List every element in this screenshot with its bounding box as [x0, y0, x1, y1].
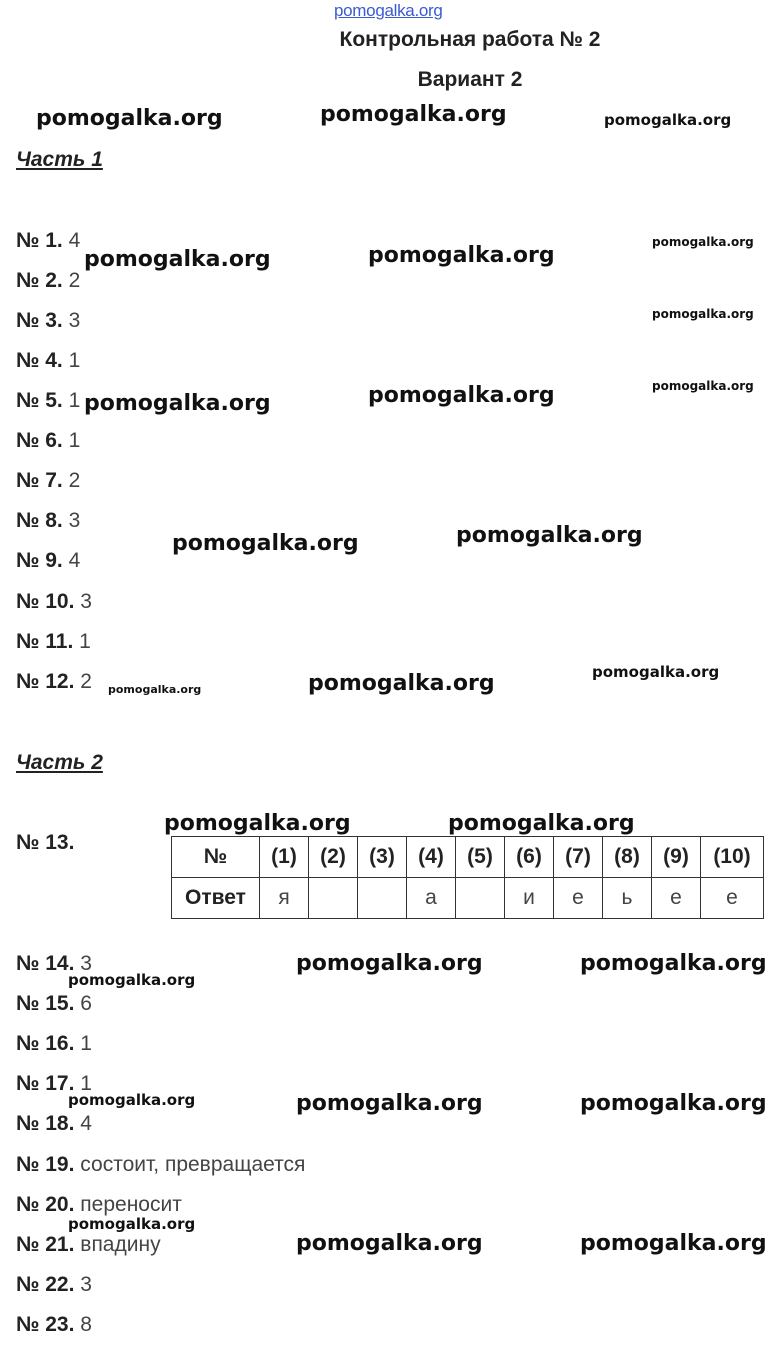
watermark: pomogalka.org	[652, 379, 754, 393]
question-answer: 3	[68, 309, 81, 332]
watermark: pomogalka.org	[368, 243, 555, 268]
watermark: pomogalka.org	[84, 247, 271, 272]
question-number: № 17.	[16, 1072, 75, 1095]
answer-table	[171, 836, 764, 919]
question-answer: 8	[80, 1313, 92, 1336]
watermark: pomogalka.org	[604, 111, 732, 129]
table-cell: а	[407, 878, 456, 919]
watermark: pomogalka.org	[456, 523, 643, 548]
question-number: № 22.	[16, 1273, 75, 1296]
question-item	[16, 269, 80, 293]
table-cell: е	[701, 878, 764, 919]
table-cell: и	[505, 878, 554, 919]
question-item	[16, 549, 80, 573]
question-number: № 2.	[16, 269, 63, 292]
question-number: № 14.	[16, 952, 75, 975]
question-item	[16, 1313, 92, 1337]
question-answer: 2	[68, 469, 81, 492]
table-cell: я	[260, 878, 309, 919]
question-number: № 6.	[16, 429, 63, 452]
question-number: № 20.	[16, 1193, 75, 1216]
question-number: № 5.	[16, 389, 63, 412]
question-answer: впадину	[80, 1233, 161, 1256]
site-link[interactable]: pomogalka.org	[334, 1, 443, 20]
table-cell: (7)	[554, 837, 603, 878]
question-answer: 4	[68, 549, 81, 572]
watermark: pomogalka.org	[580, 1091, 767, 1116]
table-cell	[358, 878, 407, 919]
table-cell: (2)	[309, 837, 358, 878]
question-item	[16, 1112, 92, 1136]
question-number: № 23.	[16, 1313, 75, 1336]
watermark: pomogalka.org	[308, 671, 495, 696]
table-cell: (10)	[701, 837, 764, 878]
part1-heading: Часть 1	[16, 148, 103, 171]
question-number: № 4.	[16, 349, 63, 372]
question-item	[16, 1233, 161, 1257]
watermark: pomogalka.org	[368, 383, 555, 408]
table-row	[172, 878, 764, 919]
watermark: pomogalka.org	[68, 971, 196, 989]
question-item	[16, 349, 80, 373]
question-answer: 1	[68, 429, 81, 452]
table-cell: (4)	[407, 837, 456, 878]
table-cell: №	[172, 837, 260, 878]
variant-title: Вариант 2	[417, 68, 523, 91]
page-title: Контрольная работа № 2	[339, 28, 601, 51]
table-cell: (1)	[260, 837, 309, 878]
table-cell: е	[652, 878, 701, 919]
question-number: № 10.	[16, 590, 75, 613]
question-item	[16, 831, 74, 855]
watermark: pomogalka.org	[320, 102, 507, 127]
question-item	[16, 1072, 92, 1096]
question-number: № 8.	[16, 509, 63, 532]
watermark: pomogalka.org	[296, 1231, 483, 1256]
table-cell: (8)	[603, 837, 652, 878]
question-number: № 19.	[16, 1153, 75, 1176]
question-number: № 18.	[16, 1112, 75, 1135]
question-answer: переносит	[80, 1193, 182, 1216]
watermark: pomogalka.org	[108, 683, 202, 696]
question-answer: состоит, превращается	[80, 1153, 306, 1176]
watermark: pomogalka.org	[68, 1215, 196, 1233]
question-answer: 2	[80, 670, 92, 693]
watermark: pomogalka.org	[68, 1091, 196, 1109]
question-answer: 2	[68, 269, 81, 292]
question-item	[16, 1193, 182, 1217]
watermark: pomogalka.org	[652, 307, 754, 321]
watermark: pomogalka.org	[296, 1091, 483, 1116]
question-number: № 3.	[16, 309, 63, 332]
question-item	[16, 992, 92, 1016]
table-cell: (3)	[358, 837, 407, 878]
watermark: pomogalka.org	[164, 811, 351, 836]
question-number: № 11.	[16, 630, 74, 653]
question-item	[16, 630, 91, 654]
question-answer: 1	[80, 1072, 92, 1095]
watermark: pomogalka.org	[172, 531, 359, 556]
question-item	[16, 389, 80, 413]
watermark: pomogalka.org	[592, 663, 720, 681]
watermark: pomogalka.org	[84, 391, 271, 416]
part2-heading: Часть 2	[16, 751, 103, 774]
question-item	[16, 469, 80, 493]
table-cell	[309, 878, 358, 919]
table-cell: (6)	[505, 837, 554, 878]
question-number: № 13.	[16, 831, 75, 854]
question-number: № 7.	[16, 469, 63, 492]
question-answer: 4	[80, 1112, 92, 1135]
question-number: № 21.	[16, 1233, 75, 1256]
question-answer: 3	[80, 952, 92, 975]
question-item	[16, 1153, 305, 1177]
question-item	[16, 309, 80, 333]
question-item	[16, 229, 80, 253]
table-cell	[456, 878, 505, 919]
question-answer: 1	[68, 349, 81, 372]
table-cell: (5)	[456, 837, 505, 878]
table-cell: Ответ	[172, 878, 260, 919]
question-item	[16, 429, 80, 453]
table-cell: е	[554, 878, 603, 919]
question-answer: 6	[80, 992, 92, 1015]
watermark: pomogalka.org	[580, 951, 767, 976]
question-answer: 1	[68, 389, 81, 412]
question-item	[16, 590, 92, 614]
question-item	[16, 952, 92, 976]
question-number: № 1.	[16, 229, 63, 252]
table-cell: ь	[603, 878, 652, 919]
question-item	[16, 670, 92, 694]
table-cell: (9)	[652, 837, 701, 878]
question-number: № 15.	[16, 992, 75, 1015]
watermark: pomogalka.org	[36, 106, 223, 131]
watermark: pomogalka.org	[580, 1231, 767, 1256]
question-number: № 12.	[16, 670, 75, 693]
question-answer: 1	[79, 630, 91, 653]
question-answer: 1	[80, 1032, 92, 1055]
question-answer: 4	[68, 229, 81, 252]
question-item	[16, 1032, 92, 1056]
question-number: № 9.	[16, 549, 63, 572]
watermark: pomogalka.org	[296, 951, 483, 976]
watermark: pomogalka.org	[448, 811, 635, 836]
watermark: pomogalka.org	[652, 235, 754, 249]
question-answer: 3	[80, 1273, 92, 1296]
question-answer: 3	[68, 509, 81, 532]
question-answer: 3	[80, 590, 92, 613]
question-item	[16, 1273, 92, 1297]
table-header-row	[172, 837, 764, 878]
question-item	[16, 509, 80, 533]
question-number: № 16.	[16, 1032, 75, 1055]
